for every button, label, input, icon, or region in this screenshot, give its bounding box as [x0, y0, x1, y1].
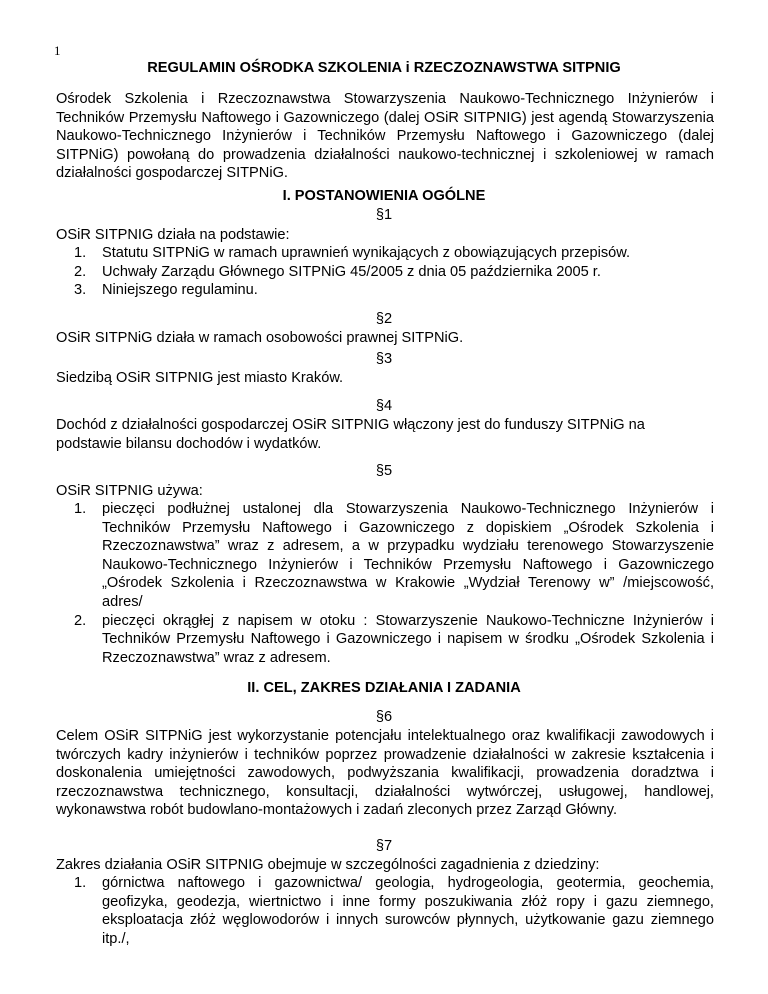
section-2-heading: II. CEL, ZAKRES DZIAŁANIA I ZADANIA: [247, 680, 521, 696]
section-1-heading: I. POSTANOWIENIA OGÓLNE: [282, 188, 486, 204]
paragraph-4-label: §4: [375, 398, 393, 414]
list-item: 1. górnictwa naftowego i gazownictwa/ geologia, hydrogeologia, geotermia, geochemia, geofizyka, geodezja, wiertnictwo i inne formy poszukiwania złóż ropy i gazu ziemnego, eksploatacja złóż węglowodorów i innych surowców płynnych, użytkowanie gazu ziemnego itp./,: [74, 875, 714, 947]
page-number: 1: [54, 43, 61, 58]
list-item: 2. Uchwały Zarządu Głównego SITPNiG 45/2005 z dnia 05 października 2005 r.: [74, 263, 601, 280]
list-item: 3. Niniejszego regulaminu.: [74, 282, 258, 299]
paragraph-1-list: [56, 244, 714, 300]
paragraph-7-lead: Zakres działania OSiR SITPNIG obejmuje w szczególności zagadnienia z dziedziny:: [56, 857, 600, 873]
paragraph-7-list: [56, 874, 714, 948]
document-title: REGULAMIN OŚRODKA SZKOLENIA i RZECZOZNAWSTWA SITPNIG: [147, 60, 621, 76]
paragraph-6-text: Celem OSiR SITPNiG jest wykorzystanie potencjału intelektualnego oraz kwalifikacji zawodowych i twórczych kadry inżynierów i techników poprzez prowadzenie działalności w zakresie kształcenia i doskonalenia umiejętności zawodowych, podwyższania kwalifikacji, prowadzenia doradztwa i rzeczoznawstwa technicznego, konsultacji, działalności wytwórczej, usługowej, handlowej, wykonawstwa robót budowlano-montażowych i zadań zleconych przez Zarząd Główny.: [56, 728, 714, 819]
paragraph-3-text: Siedzibą OSiR SITPNIG jest miasto Kraków.: [56, 370, 344, 386]
paragraph-1-label: §1: [375, 207, 393, 223]
paragraph-5-list: [56, 500, 714, 667]
list-item: 2. pieczęci okrągłej z napisem w otoku : Stowarzyszenie Naukowo-Techniczne Inżynierów i Techników Przemysłu Naftowego i Gazowniczego i napisem w środku „Ośrodek Szkolenia i Rzeczoznawstwa” wraz z adresem.: [74, 612, 714, 666]
list-item: 1. Statutu SITPNiG w ramach uprawnień wynikających z obowiązujących przepisów.: [74, 245, 631, 261]
intro-paragraph: Ośrodek Szkolenia i Rzeczoznawstwa Stowarzyszenia Naukowo-Technicznego Inżynierów i Techników Przemysłu Naftowego i Gazowniczego (dalej OSiR SITPNIG) jest agendą Stowarzyszenia Naukowo-Technicznego Inżynierów i Techników Przemysłu Naftowego i Gazowniczego (dalej SITPNiG) powołaną do prowadzenia działalności naukowo-technicznej i szkoleniowej w ramach działalności gospodarczej SITPNiG.: [56, 91, 714, 182]
paragraph-3-label: §3: [375, 351, 393, 367]
list-item: 1. pieczęci podłużnej ustalonej dla Stowarzyszenia Naukowo-Technicznego Inżynierów i Techników Przemysłu Naftowego i Gazowniczego z dopiskiem „Ośrodek Szkolenia i Rzeczoznawstwa” wraz z adresem, a w przypadku wydziału terenowego Stowarzyszenie Naukowo-Technicznego Inżynierów i Techników Przemysłu Naftowego i Gazowniczego „Ośrodek Szkolenia i Rzeczoznawstwa w Krakowie „Wydział Terenowy w” /miejscowość, adres/: [74, 501, 714, 610]
paragraph-5-lead: OSiR SITPNIG używa:: [56, 483, 203, 499]
paragraph-4-text: Dochód z działalności gospodarczej OSiR SITPNIG włączony jest do funduszy SITPNiG na podstawie bilansu dochodów i wydatków.: [56, 417, 645, 452]
paragraph-5-label: §5: [375, 463, 393, 479]
paragraph-2-text: OSiR SITPNiG działa w ramach osobowości prawnej SITPNiG.: [56, 330, 464, 346]
paragraph-1-lead: OSiR SITPNIG działa na podstawie:: [56, 227, 290, 243]
paragraph-7-label: §7: [375, 838, 393, 854]
paragraph-6-label: §6: [375, 709, 393, 725]
paragraph-2-label: §2: [375, 311, 393, 327]
